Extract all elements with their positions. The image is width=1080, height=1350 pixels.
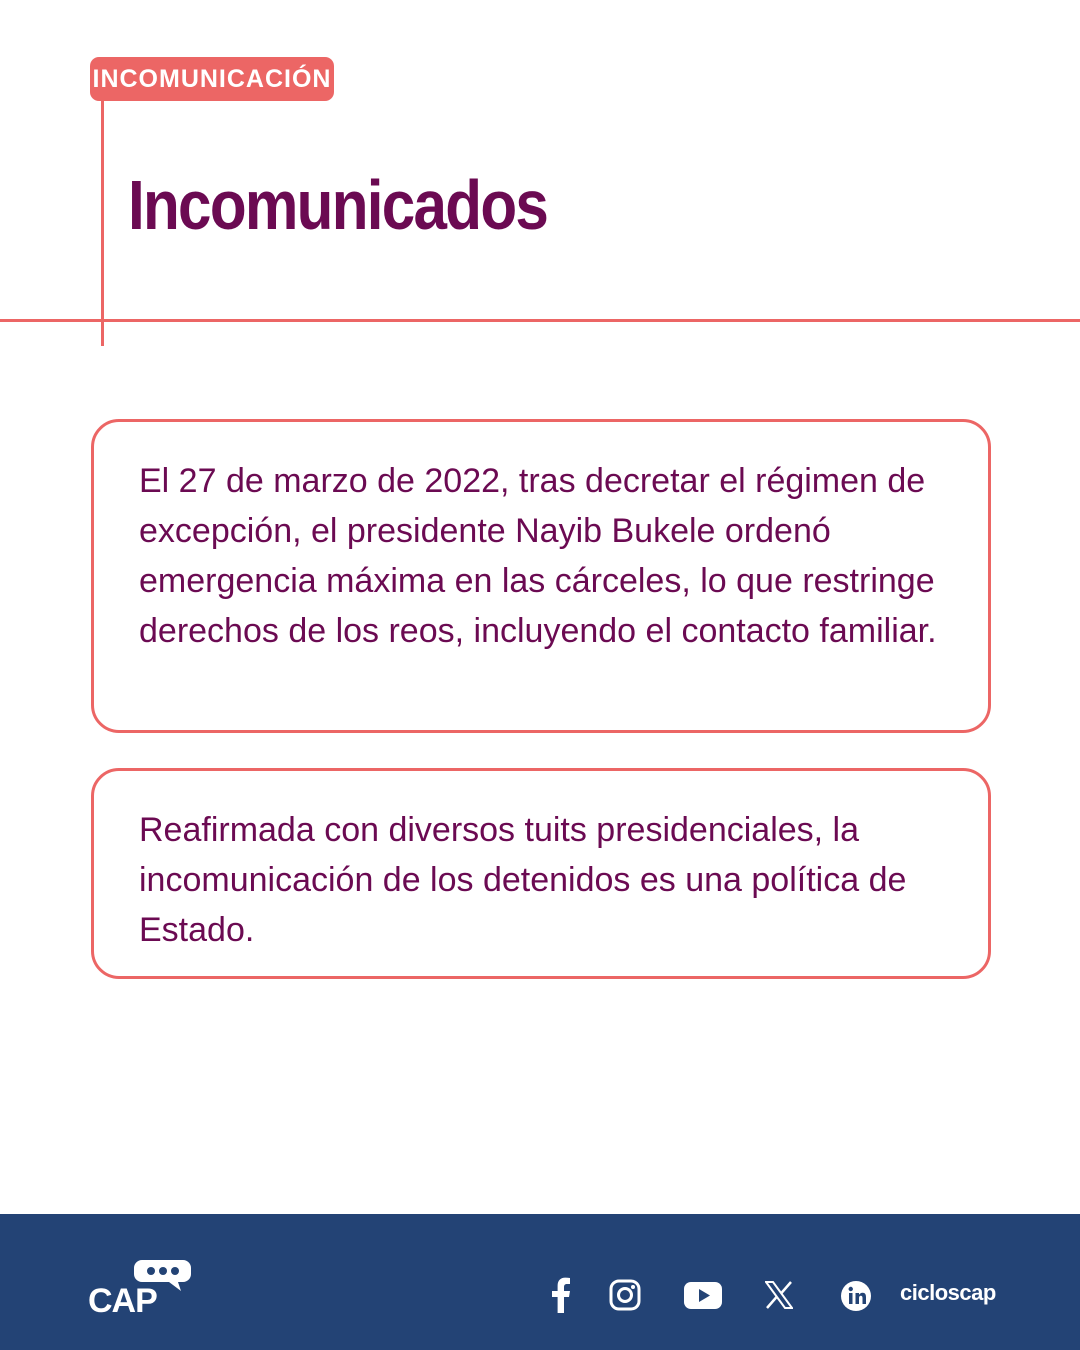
info-card-1 xyxy=(91,419,991,733)
youtube-icon[interactable] xyxy=(684,1282,722,1309)
linkedin-icon[interactable] xyxy=(840,1280,872,1312)
x-icon[interactable] xyxy=(765,1281,793,1309)
info-card-1-text: El 27 de marzo de 2022, tras decretar el régimen de excepción, el presidente Nayib Bukele ordenó emergencia máxima en las cárceles, lo que restringe derechos de los reos, incluyendo el contacto familiar. xyxy=(139,462,937,650)
info-card-2 xyxy=(91,768,991,979)
instagram-icon[interactable] xyxy=(609,1279,641,1311)
cap-logo[interactable] xyxy=(88,1258,192,1314)
category-tag: INCOMUNICACIÓN xyxy=(90,57,334,101)
social-handle[interactable]: cicloscap xyxy=(900,1280,996,1305)
page-title: Incomunicados xyxy=(128,166,548,244)
info-card-2-text: Reafirmada con diversos tuits presidenciales, la incomunicación de los detenidos es una política de Estado. xyxy=(139,811,907,949)
accent-horizontal-line xyxy=(0,319,1080,322)
facebook-icon[interactable] xyxy=(550,1277,572,1313)
accent-vertical-line xyxy=(101,100,104,346)
cap-logo-text: CAP xyxy=(88,1282,157,1314)
footer xyxy=(0,1214,1080,1350)
